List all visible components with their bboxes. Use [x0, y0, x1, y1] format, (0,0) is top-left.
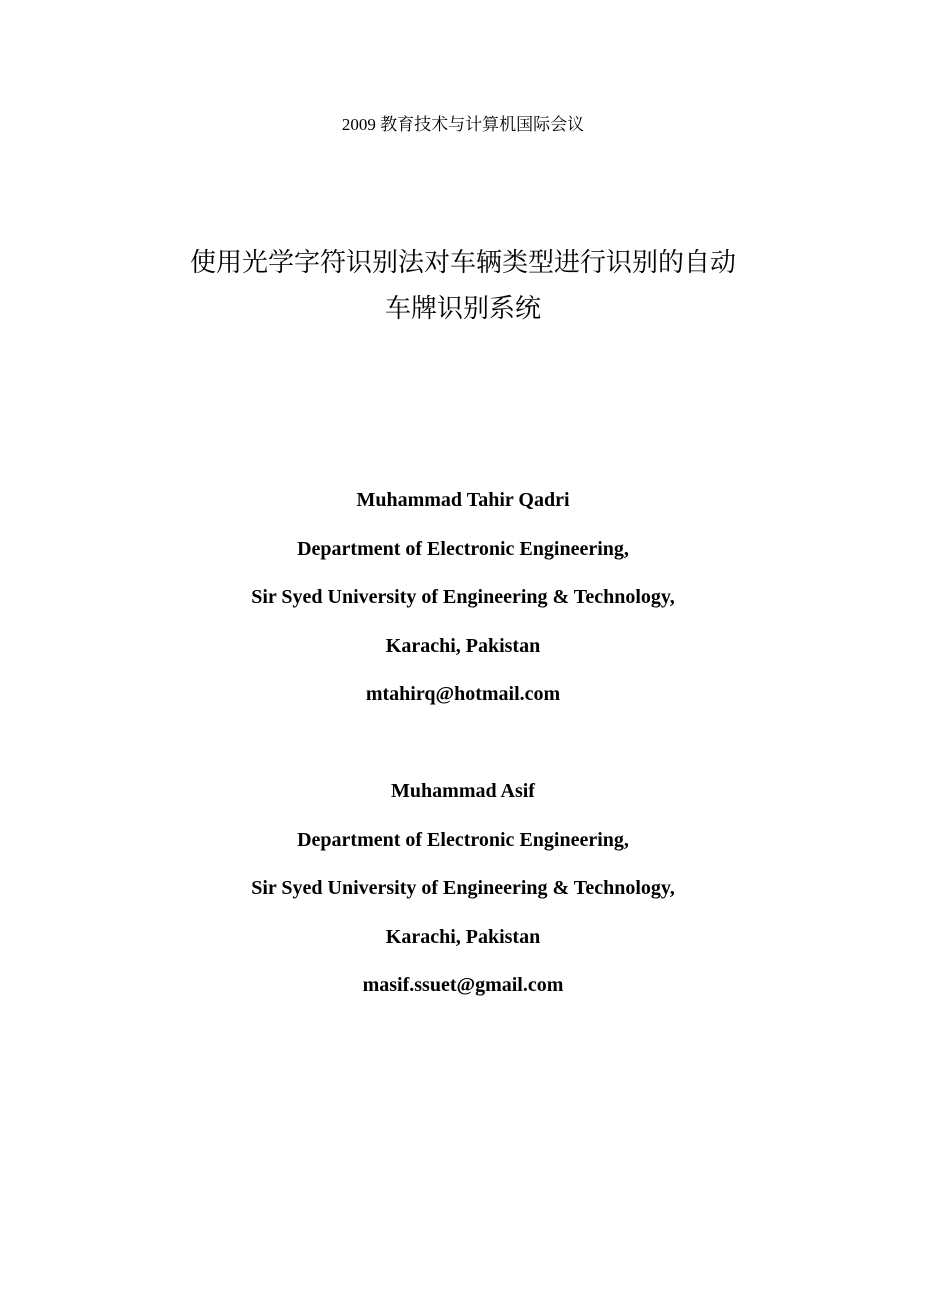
title-line-2: 车牌识别系统 — [384, 294, 541, 324]
author-email: mtahirq@hotmail.com — [365, 683, 561, 705]
title-line-1: 使用光学字符识别法对车辆类型进行识别的自动 — [189, 248, 736, 278]
author-university: Sir Syed University of Engineering & Technology, — [251, 877, 675, 899]
author-location: Karachi, Pakistan — [385, 634, 541, 657]
author-block-2 — [0, 779, 926, 1022]
paper-title — [80, 240, 846, 332]
author-department: Department of Electronic Engineering, — [297, 828, 629, 851]
conference-header: 2009 教育技术与计算机国际会议 — [341, 115, 585, 134]
author-name: Muhammad Tahir Qadri — [356, 489, 570, 511]
author-department: Department of Electronic Engineering, — [297, 537, 629, 560]
author-block-1 — [0, 488, 926, 731]
author-email: masif.ssuet@gmail.com — [362, 974, 564, 996]
author-university: Sir Syed University of Engineering & Technology, — [251, 586, 675, 608]
author-location: Karachi, Pakistan — [385, 925, 541, 948]
author-name: Muhammad Asif — [391, 780, 535, 802]
